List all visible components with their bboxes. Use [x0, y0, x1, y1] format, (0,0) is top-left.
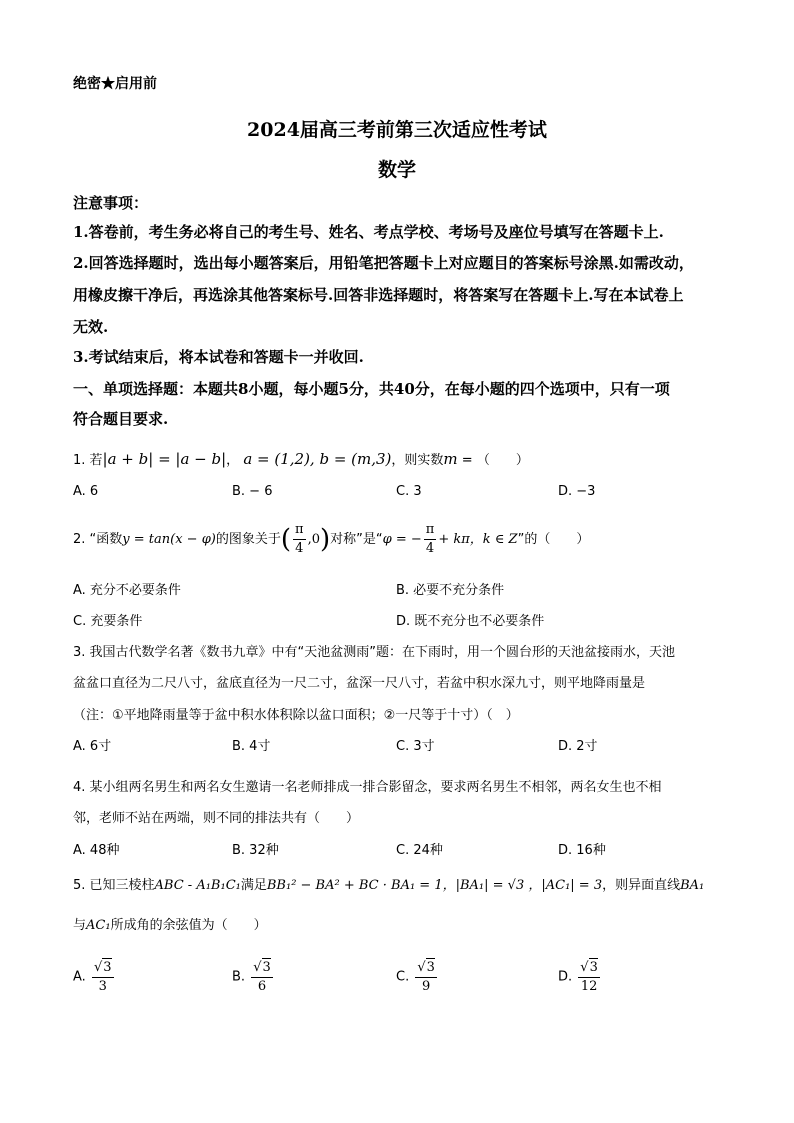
q2-pi-over-4: $\frac{\pi}{4}$	[295, 522, 304, 556]
note-2-line-2: 用橡皮擦干净后，再选涂其他答案标号.回答非选择题时，将答案写在答题卡上.写在本试卷上	[73, 286, 684, 304]
q3-option-a: A. 6寸	[73, 739, 112, 754]
q1-option-a: A. 6	[73, 484, 99, 499]
q1-option-b: B. − 6	[232, 484, 273, 499]
q5-option-d-label: D.	[558, 969, 573, 985]
q2-prefix: 2. “函数	[73, 532, 123, 547]
q5-option-a-label: A.	[73, 969, 86, 985]
q1-option-c: C. 3	[396, 484, 422, 499]
q5-tail: ，则异面直线	[602, 878, 681, 893]
confidential-label: 绝密★启用前	[73, 76, 157, 92]
q1-condition: |a + b| = |a − b|	[102, 450, 227, 468]
q2-symmetry: 对称”是“	[330, 532, 383, 547]
q5-option-c	[396, 958, 439, 996]
exam-title: 2024届高三考前第三次适应性考试	[247, 119, 547, 141]
q2-option-b: B. 必要不充分条件	[396, 583, 505, 598]
q2-function: y = tan(x − φ)	[122, 532, 216, 547]
question-2-stem	[73, 521, 589, 558]
q2-right-paren: )	[320, 524, 331, 555]
q4-line-2: 邻，老师不站在两端，则不同的排法共有（ ）	[73, 811, 360, 826]
q1-tail: = （ ）	[457, 453, 529, 468]
q2-left-paren: (	[280, 524, 292, 555]
q4-option-d: D. 16种	[558, 843, 606, 858]
q3-line-2: 盆盆口直径为二尺八寸，盆底直径为一尺二寸，盆深一尺八寸，若盆中积水深九寸，则平地降雨量是	[73, 676, 646, 691]
q2-k-term: + kπ，k ∈ Z	[438, 532, 518, 547]
q5-option-a-value: $\frac{√3}{3}$	[93, 960, 112, 994]
q5-l2a: 与	[73, 918, 87, 933]
q4-option-c: C. 24种	[396, 843, 443, 858]
q4-option-a: A. 48种	[73, 843, 120, 858]
section-heading-line-1: 一、单项选择题：本题共8小题，每小题5分，共40分，在每小题的四个选项中，只有一项	[73, 380, 670, 398]
q2-end: ”的（ ）	[517, 532, 590, 547]
q5-line-ac1: AC₁	[86, 918, 111, 933]
q2-phi: φ = −	[382, 532, 422, 547]
note-1: 1.答卷前，考生务必将自己的考生号、姓名、考点学校、考场号及座位号填写在答题卡上.	[73, 223, 664, 241]
question-5-stem	[73, 874, 704, 893]
q2-option-c: C. 充要条件	[73, 614, 143, 629]
q5-option-d-value: $\frac{√3}{12}$	[580, 960, 598, 994]
q5-option-b-label: B.	[232, 969, 246, 985]
q2-mid: 的图象关于	[215, 532, 281, 547]
q4-line-1: 4. 某小组两名男生和两名女生邀请一名老师排成一排合影留念，要求两名男生不相邻，两名女生也不相	[73, 780, 662, 795]
q5-option-a	[73, 958, 116, 996]
q5-conditions: ，|BA₁| = √3 ，|AC₁| = 3	[442, 878, 603, 893]
question-5-line-2	[73, 914, 267, 933]
q5-option-b-value: $\frac{√3}{6}$	[253, 960, 271, 994]
q1-variable: m	[443, 450, 458, 468]
q2-phi-fraction: $\frac{\pi}{4}$	[425, 522, 435, 556]
q5-option-c-value: $\frac{√3}{9}$	[417, 960, 435, 994]
subject-title: 数学	[377, 159, 416, 181]
q2-point-rest: ,0	[307, 532, 320, 547]
notes-heading: 注意事项：	[73, 194, 149, 212]
q3-option-d: D. 2寸	[558, 739, 598, 754]
note-2-line-1: 2.回答选择题时，选出每小题答案后，用铅笔把答题卡上对应题目的答案标号涂黑.如需改动，	[73, 254, 694, 272]
note-3: 3.考试结束后，将本试卷和答题卡一并收回.	[73, 348, 364, 366]
q3-option-b: B. 4寸	[232, 739, 271, 754]
q3-line-1: 3. 我国古代数学名著《数书九章》中有“天池盆测雨”题：在下雨时，用一个圆台形的天池盆接雨水，天池	[73, 645, 676, 660]
q3-option-c: C. 3寸	[396, 739, 435, 754]
note-2-line-3: 无效.	[73, 318, 109, 336]
q1-vectors: a = (1,2), b = (m,3)	[243, 450, 392, 468]
q5-option-b	[232, 958, 275, 996]
q5-prefix: 5. 已知三棱柱	[73, 878, 155, 893]
q5-option-c-label: C.	[396, 969, 410, 985]
section-heading-line-2: 符合题目要求.	[73, 410, 169, 428]
q5-option-d	[558, 958, 602, 996]
q5-prism: ABC - A₁B₁C₁	[154, 878, 241, 893]
q5-expression: BB₁² − BA² + BC · BA₁ = 1	[266, 878, 443, 893]
q2-option-d: D. 既不充分也不必要条件	[396, 614, 545, 629]
q5-line-ba1: BA₁	[680, 878, 705, 893]
q4-option-b: B. 32种	[232, 843, 279, 858]
question-1-stem: 1. 若|a + b| = |a − b|， a = (1,2), b = (m,3)，则实数m = （ ）	[73, 450, 529, 468]
q3-line-3: （注：①平地降雨量等于盆中积水体积除以盆口面积；②一尺等于十寸）（ ）	[73, 708, 519, 723]
q1-prefix: 1. 若	[73, 453, 103, 468]
q1-suffix: ，则实数	[391, 453, 444, 468]
q5-l2c: 所成角的余弦值为（ ）	[110, 918, 267, 933]
q1-option-d: D. −3	[558, 484, 596, 499]
q5-cond-word: 满足	[240, 878, 267, 893]
q2-option-a: A. 充分不必要条件	[73, 583, 181, 598]
